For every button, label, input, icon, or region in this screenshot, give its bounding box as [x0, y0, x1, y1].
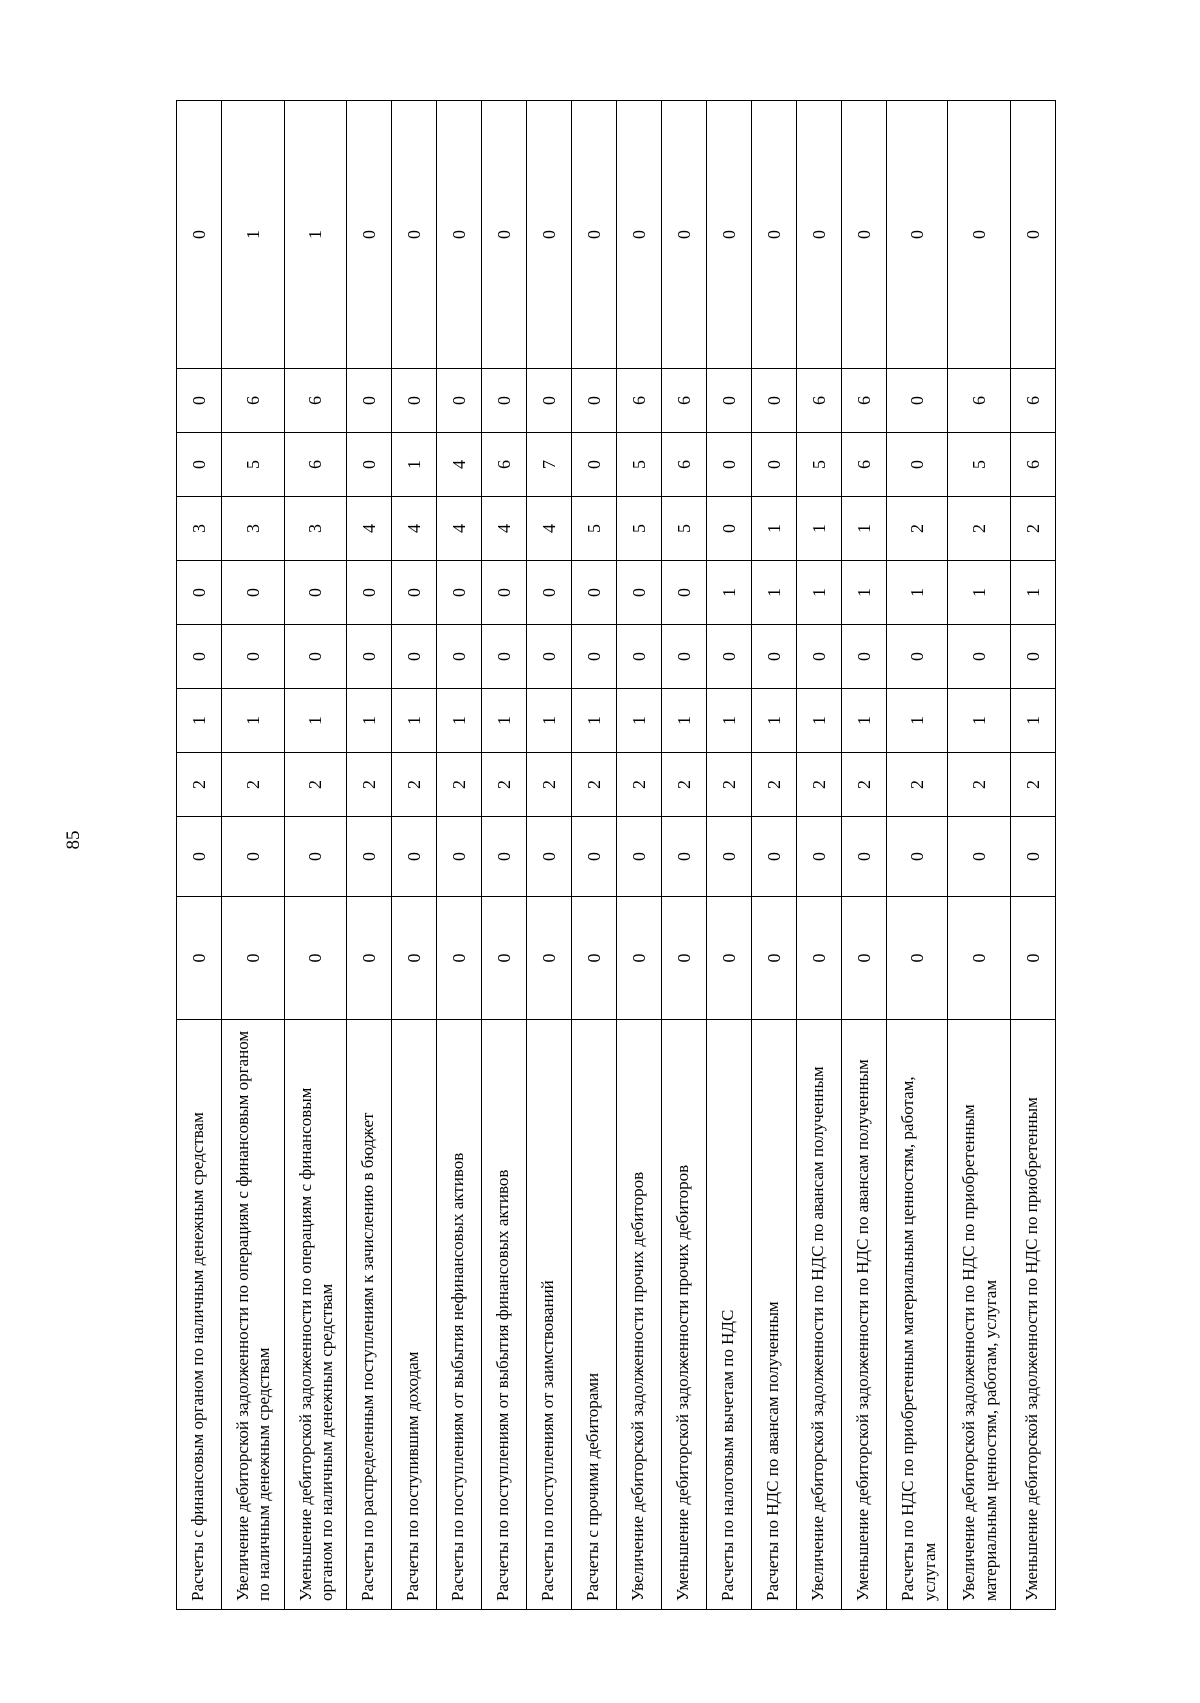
code-digit-cell: 1 [797, 497, 842, 561]
code-digit-cell: 0 [662, 625, 707, 689]
code-digit-cell: 0 [177, 897, 222, 1020]
code-digit-cell: 6 [1010, 433, 1055, 497]
account-name-cell: Расчеты по НДС по авансам полученным [752, 1020, 797, 1610]
code-digit-cell: 4 [437, 433, 482, 497]
code-digit-cell: 6 [948, 369, 1011, 433]
code-digit-cell: 0 [437, 369, 482, 433]
table-row [437, 101, 482, 1610]
code-digit-cell: 6 [662, 433, 707, 497]
code-digit-cell: 1 [222, 101, 285, 369]
code-digit-cell: 6 [222, 369, 285, 433]
code-digit-cell: 0 [842, 897, 887, 1020]
code-digit-cell: 6 [482, 433, 527, 497]
code-digit-cell: 0 [347, 433, 392, 497]
code-digit-cell: 0 [347, 817, 392, 897]
code-digit-cell: 2 [1010, 497, 1055, 561]
code-digit-cell: 0 [662, 101, 707, 369]
code-digit-cell: 0 [437, 897, 482, 1020]
table-row [797, 101, 842, 1610]
code-digit-cell: 2 [392, 753, 437, 817]
code-digit-cell: 0 [707, 369, 752, 433]
code-digit-cell: 3 [222, 497, 285, 561]
table-row [347, 101, 392, 1610]
code-digit-cell: 0 [707, 817, 752, 897]
account-name-cell: Увеличение дебиторской задолженности по НДС по авансам полученным [797, 1020, 842, 1610]
code-digit-cell: 0 [617, 625, 662, 689]
code-digit-cell: 5 [222, 433, 285, 497]
code-digit-cell: 0 [572, 561, 617, 625]
code-digit-cell: 0 [437, 561, 482, 625]
account-name-cell: Увеличение дебиторской задолженности по НДС по приобретенным материальным ценностям, работам, услугам [948, 1020, 1011, 1610]
code-digit-cell: 0 [437, 101, 482, 369]
table-row [572, 101, 617, 1610]
code-digit-cell: 0 [842, 817, 887, 897]
code-digit-cell: 5 [797, 433, 842, 497]
code-digit-cell: 2 [948, 753, 1011, 817]
account-name-cell: Расчеты с финансовым органом по наличным денежным средствам [177, 1020, 222, 1610]
code-digit-cell: 0 [1010, 897, 1055, 1020]
code-digit-cell: 0 [572, 817, 617, 897]
code-digit-cell: 0 [527, 369, 572, 433]
table-row [1010, 101, 1055, 1610]
code-digit-cell: 4 [482, 497, 527, 561]
table-row [617, 101, 662, 1610]
code-digit-cell: 2 [887, 753, 948, 817]
code-digit-cell: 0 [752, 817, 797, 897]
code-digit-cell: 0 [842, 625, 887, 689]
code-digit-cell: 0 [617, 101, 662, 369]
code-digit-cell: 2 [797, 753, 842, 817]
code-digit-cell: 0 [887, 101, 948, 369]
code-digit-cell: 0 [177, 433, 222, 497]
code-digit-cell: 0 [887, 369, 948, 433]
account-name-cell: Расчеты по налоговым вычетам по НДС [707, 1020, 752, 1610]
code-digit-cell: 1 [797, 561, 842, 625]
code-digit-cell: 0 [177, 817, 222, 897]
code-digit-cell: 0 [347, 625, 392, 689]
code-digit-cell: 0 [392, 897, 437, 1020]
code-digit-cell: 1 [284, 101, 347, 369]
code-digit-cell: 4 [392, 497, 437, 561]
code-digit-cell: 1 [222, 689, 285, 753]
code-digit-cell: 2 [482, 753, 527, 817]
code-digit-cell: 0 [284, 625, 347, 689]
account-name-cell: Расчеты по поступившим доходам [392, 1020, 437, 1610]
code-digit-cell: 0 [707, 497, 752, 561]
code-digit-cell: 0 [707, 101, 752, 369]
code-digit-cell: 0 [527, 897, 572, 1020]
code-digit-cell: 0 [177, 561, 222, 625]
code-digit-cell: 0 [572, 433, 617, 497]
code-digit-cell: 0 [797, 817, 842, 897]
account-name-cell: Расчеты по НДС по приобретенным материальным ценностям, работам, услугам [887, 1020, 948, 1610]
code-digit-cell: 2 [662, 753, 707, 817]
table-row [177, 101, 222, 1610]
code-digit-cell: 0 [347, 369, 392, 433]
code-digit-cell: 2 [284, 753, 347, 817]
code-digit-cell: 0 [572, 101, 617, 369]
code-digit-cell: 0 [482, 101, 527, 369]
code-digit-cell: 0 [392, 561, 437, 625]
code-digit-cell: 0 [392, 625, 437, 689]
code-digit-cell: 7 [527, 433, 572, 497]
code-digit-cell: 1 [392, 433, 437, 497]
code-digit-cell: 0 [617, 817, 662, 897]
code-digit-cell: 0 [572, 625, 617, 689]
code-digit-cell: 2 [1010, 753, 1055, 817]
code-digit-cell: 0 [177, 625, 222, 689]
account-name-cell: Расчеты с прочими дебиторами [572, 1020, 617, 1610]
code-digit-cell: 6 [617, 369, 662, 433]
code-digit-cell: 2 [437, 753, 482, 817]
table-row [707, 101, 752, 1610]
code-digit-cell: 4 [347, 497, 392, 561]
code-digit-cell: 0 [437, 625, 482, 689]
code-digit-cell: 1 [752, 561, 797, 625]
code-digit-cell: 6 [662, 369, 707, 433]
code-digit-cell: 0 [222, 625, 285, 689]
table-row [222, 101, 285, 1610]
table-row [527, 101, 572, 1610]
code-digit-cell: 0 [527, 101, 572, 369]
code-digit-cell: 1 [617, 689, 662, 753]
code-digit-cell: 2 [347, 753, 392, 817]
table-row [482, 101, 527, 1610]
code-digit-cell: 0 [707, 897, 752, 1020]
code-digit-cell: 6 [797, 369, 842, 433]
code-digit-cell: 0 [752, 101, 797, 369]
code-digit-cell: 6 [842, 433, 887, 497]
rotated-table-wrapper [176, 100, 1056, 1610]
code-digit-cell: 1 [392, 689, 437, 753]
code-digit-cell: 3 [284, 497, 347, 561]
account-name-cell: Уменьшение дебиторской задолженности по НДС по авансам полученным [842, 1020, 887, 1610]
code-digit-cell: 2 [948, 497, 1011, 561]
code-digit-cell: 0 [222, 561, 285, 625]
code-digit-cell: 0 [797, 101, 842, 369]
code-digit-cell: 0 [752, 433, 797, 497]
code-digit-cell: 0 [887, 433, 948, 497]
code-digit-cell: 5 [572, 497, 617, 561]
code-digit-cell: 0 [1010, 817, 1055, 897]
code-digit-cell: 1 [707, 561, 752, 625]
code-digit-cell: 5 [617, 433, 662, 497]
code-digit-cell: 0 [662, 561, 707, 625]
code-digit-cell: 1 [842, 561, 887, 625]
code-digit-cell: 0 [572, 897, 617, 1020]
code-digit-cell: 0 [948, 817, 1011, 897]
account-name-cell: Увеличение дебиторской задолженности по операциям с финансовым органом по наличным денежным средствам [222, 1020, 285, 1610]
code-digit-cell: 1 [887, 561, 948, 625]
code-digit-cell: 0 [482, 897, 527, 1020]
code-digit-cell: 0 [284, 817, 347, 897]
code-digit-cell: 0 [347, 101, 392, 369]
code-digit-cell: 3 [177, 497, 222, 561]
code-digit-cell: 1 [662, 689, 707, 753]
code-digit-cell: 5 [617, 497, 662, 561]
code-digit-cell: 2 [887, 497, 948, 561]
code-digit-cell: 0 [752, 369, 797, 433]
code-digit-cell: 0 [617, 897, 662, 1020]
code-digit-cell: 0 [284, 561, 347, 625]
code-digit-cell: 6 [842, 369, 887, 433]
code-digit-cell: 0 [222, 897, 285, 1020]
code-digit-cell: 4 [527, 497, 572, 561]
code-digit-cell: 5 [948, 433, 1011, 497]
code-digit-cell: 1 [842, 497, 887, 561]
code-digit-cell: 1 [1010, 561, 1055, 625]
code-digit-cell: 0 [842, 101, 887, 369]
account-name-cell: Расчеты по поступлениям от заимствований [527, 1020, 572, 1610]
code-digit-cell: 0 [662, 817, 707, 897]
code-digit-cell: 0 [527, 625, 572, 689]
code-digit-cell: 0 [392, 101, 437, 369]
code-digit-cell: 2 [617, 753, 662, 817]
code-digit-cell: 0 [1010, 625, 1055, 689]
code-digit-cell: 2 [527, 753, 572, 817]
code-digit-cell: 1 [572, 689, 617, 753]
code-digit-cell: 6 [284, 369, 347, 433]
code-digit-cell: 2 [752, 753, 797, 817]
table-row [752, 101, 797, 1610]
code-digit-cell: 1 [482, 689, 527, 753]
code-digit-cell: 2 [177, 753, 222, 817]
code-digit-cell: 1 [347, 689, 392, 753]
code-digit-cell: 0 [222, 817, 285, 897]
code-digit-cell: 1 [527, 689, 572, 753]
table-row [887, 101, 948, 1610]
account-codes-table [176, 100, 1056, 1610]
code-digit-cell: 2 [572, 753, 617, 817]
account-name-cell: Расчеты по поступлениям от выбытия нефинансовых активов [437, 1020, 482, 1610]
code-digit-cell: 0 [572, 369, 617, 433]
code-digit-cell: 5 [662, 497, 707, 561]
code-digit-cell: 0 [1010, 101, 1055, 369]
code-digit-cell: 4 [437, 497, 482, 561]
account-name-cell: Уменьшение дебиторской задолженности по НДС по приобретенным [1010, 1020, 1055, 1610]
code-digit-cell: 1 [177, 689, 222, 753]
code-digit-cell: 1 [948, 561, 1011, 625]
code-digit-cell: 0 [887, 817, 948, 897]
table-row [284, 101, 347, 1610]
code-digit-cell: 0 [284, 897, 347, 1020]
code-digit-cell: 1 [797, 689, 842, 753]
code-digit-cell: 0 [707, 625, 752, 689]
account-name-cell: Расчеты по поступлениям от выбытия финансовых активов [482, 1020, 527, 1610]
code-digit-cell: 0 [887, 625, 948, 689]
code-digit-cell: 0 [347, 897, 392, 1020]
code-digit-cell: 0 [527, 817, 572, 897]
code-digit-cell: 0 [482, 817, 527, 897]
code-digit-cell: 1 [948, 689, 1011, 753]
code-digit-cell: 0 [437, 817, 482, 897]
code-digit-cell: 1 [842, 689, 887, 753]
code-digit-cell: 1 [752, 497, 797, 561]
account-name-cell: Уменьшение дебиторской задолженности прочих дебиторов [662, 1020, 707, 1610]
account-name-cell: Увеличение дебиторской задолженности прочих дебиторов [617, 1020, 662, 1610]
account-name-cell: Уменьшение дебиторской задолженности по операциям с финансовым органом по наличным денежным средствам [284, 1020, 347, 1610]
table-row [392, 101, 437, 1610]
code-digit-cell: 0 [392, 817, 437, 897]
code-digit-cell: 0 [662, 897, 707, 1020]
code-digit-cell: 1 [752, 689, 797, 753]
code-digit-cell: 2 [842, 753, 887, 817]
account-name-cell: Расчеты по распределенным поступлениям к зачислению в бюджет [347, 1020, 392, 1610]
code-digit-cell: 0 [527, 561, 572, 625]
code-digit-cell: 0 [482, 625, 527, 689]
table-row [842, 101, 887, 1610]
code-digit-cell: 0 [392, 369, 437, 433]
code-digit-cell: 0 [482, 561, 527, 625]
code-digit-cell: 2 [222, 753, 285, 817]
code-digit-cell: 0 [797, 897, 842, 1020]
code-digit-cell: 1 [1010, 689, 1055, 753]
code-digit-cell: 0 [482, 369, 527, 433]
code-digit-cell: 0 [797, 625, 842, 689]
code-digit-cell: 0 [177, 101, 222, 369]
code-digit-cell: 0 [752, 625, 797, 689]
code-digit-cell: 0 [177, 369, 222, 433]
code-digit-cell: 0 [948, 101, 1011, 369]
code-digit-cell: 0 [707, 433, 752, 497]
code-digit-cell: 6 [1010, 369, 1055, 433]
code-digit-cell: 0 [887, 897, 948, 1020]
code-digit-cell: 2 [707, 753, 752, 817]
code-digit-cell: 0 [948, 897, 1011, 1020]
table-row [948, 101, 1011, 1610]
code-digit-cell: 6 [284, 433, 347, 497]
code-digit-cell: 1 [437, 689, 482, 753]
code-digit-cell: 1 [887, 689, 948, 753]
code-digit-cell: 0 [347, 561, 392, 625]
code-digit-cell: 1 [707, 689, 752, 753]
code-digit-cell: 0 [617, 561, 662, 625]
code-digit-cell: 0 [752, 897, 797, 1020]
code-digit-cell: 1 [284, 689, 347, 753]
page-number: 85 [63, 830, 84, 850]
table-row [662, 101, 707, 1610]
code-digit-cell: 0 [948, 625, 1011, 689]
